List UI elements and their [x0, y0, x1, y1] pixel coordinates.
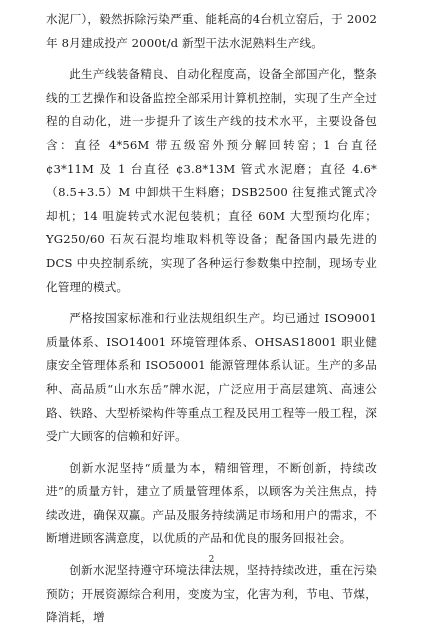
paragraph-4: 创新水泥坚持“质量为本，精细管理，不断创新，持续改进”的质量方针，建立了质量管理体系，以顾客为关注焦点，持续改进，确保双赢。产品及服务持续满足市场和用户的需求，不断增进顾客满意度，以优质的产品和优良的服务回报社会。	[46, 460, 377, 546]
paragraph-3: 严格按国家标准和行业法规组织生产。均已通过 ISO9001 质量体系、ISO14001 环境管理体系、OHSAS18001 职业健康安全管理体系和 ISO50001 能源管理体系认证。生产的多品种、高品质“山水东岳”牌水泥，广泛应用于高层建筑、高速公路、铁路、大型桥梁构件等重点工程及民用工程等一般工程，深受广大顾客的信赖和好评。	[46, 311, 377, 444]
paragraph-2: 此生产线装备精良、自动化程度高，设备全部国产化，整条线的工艺操作和设备监控全部采用计算机控制，实现了生产全过程的自动化，进一步提升了该生产线的技术水平，主要设备包含：直径 4*56M 带五级窑外预分解回转窑；1 台直径 ¢3*11M 及 1 台直径 ¢3.8*13M 管式水泥磨；直径 4.6*（8.5+3.5）M 中卸烘干生料磨；DSB2500 往复推式篦式冷却机；14 咀旋转式水泥包装机；直径 60M 大型预均化库；YG250/60 石灰石混均堆取料机等设备；配备国内最先进的 DCS 中央控制系统，实现了各种运行参数集中控制，现场专业化管理的模式。	[46, 67, 377, 294]
paragraph-1: 水泥厂），毅然拆除污染严重、能耗高的4台机立窑后，于 2002 年 8月建成投产 2000t/d 新型干法水泥熟料生产线。	[46, 12, 377, 50]
paragraph-5: 创新水泥坚持遵守环境法律法规，坚持持续改进，重在污染预防；开展资源综合利用，变废为宝，化害为利，节电、节煤，降消耗，增	[46, 563, 377, 625]
page-number: 2	[208, 555, 215, 565]
